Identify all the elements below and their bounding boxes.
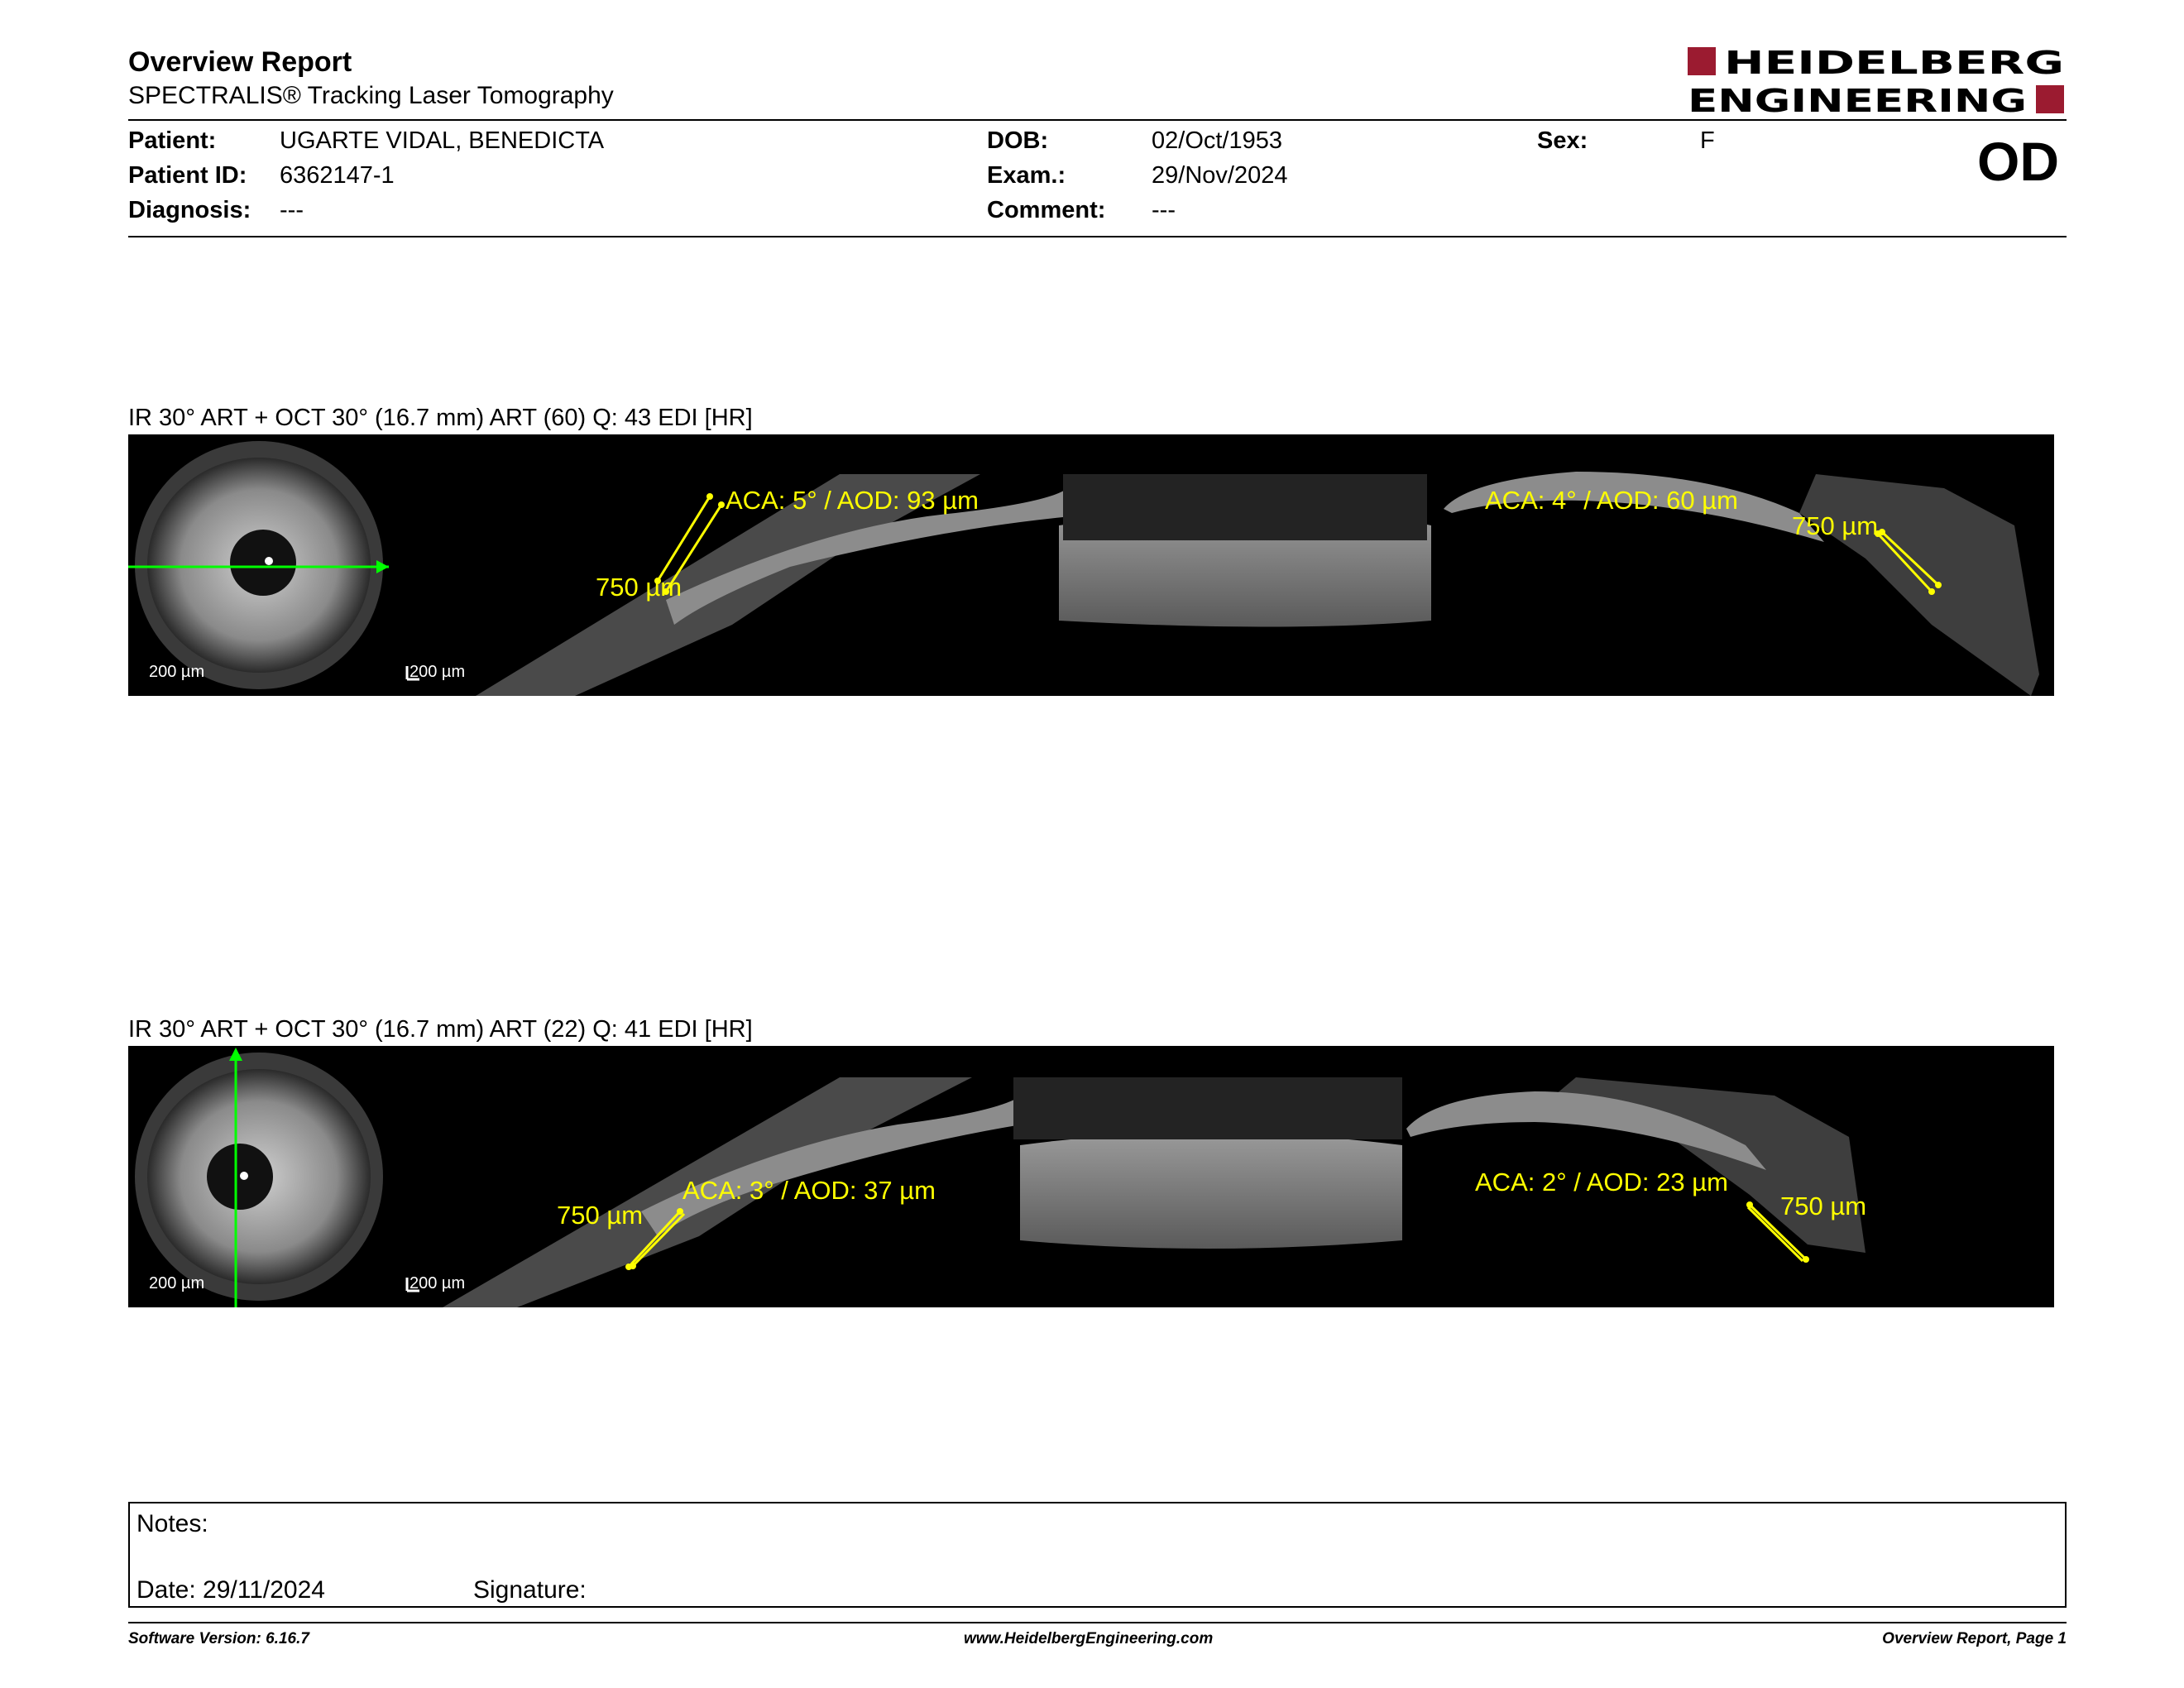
left-length: 750 µm [596, 573, 682, 602]
scan-2-image [128, 1046, 2054, 1307]
ir-scale-label: 200 µm [149, 663, 205, 681]
patient-id-label: Patient ID: [128, 162, 247, 189]
heidelberg-logo [1688, 46, 2064, 117]
diagnosis-label: Diagnosis: [128, 197, 251, 223]
right-aca-aod: ACA: 4° / AOD: 60 µm [1485, 486, 1738, 515]
notes-box [128, 1502, 2067, 1608]
ir-eye-image [135, 441, 383, 689]
date-label: Date: 29/11/2024 [136, 1576, 325, 1604]
left-aca-aod: ACA: 5° / AOD: 93 µm [726, 486, 979, 515]
patient-label: Patient: [128, 127, 217, 154]
exam-label: Exam.: [987, 162, 1066, 189]
page-number: Overview Report, Page 1 [1882, 1630, 2067, 1647]
comment-label: Comment: [987, 197, 1106, 223]
patient-divider [128, 236, 2067, 237]
scan-1-image [128, 434, 2054, 696]
ir-eye-image [135, 1053, 383, 1301]
exam-value: 29/Nov/2024 [1152, 162, 1288, 189]
footer-divider [128, 1622, 2067, 1623]
patient-id: 6362147-1 [280, 162, 395, 189]
left-aca-aod: ACA: 3° / AOD: 37 µm [682, 1176, 936, 1205]
report-title: Overview Report [128, 46, 352, 78]
report-subtitle: SPECTRALIS® Tracking Laser Tomography [128, 82, 614, 109]
notes-label: Notes: [136, 1510, 208, 1537]
oct-scale-label: 200 µm [410, 1274, 466, 1292]
patient-name: UGARTE VIDAL, BENEDICTA [280, 127, 605, 154]
left-length: 750 µm [557, 1201, 644, 1230]
oct-bscan [476, 472, 2039, 696]
software-version: Software Version: 6.16.7 [128, 1630, 309, 1647]
right-length: 750 µm [1792, 511, 1879, 540]
oct-scale-label: 200 µm [410, 663, 466, 681]
scan-2-title: IR 30° ART + OCT 30° (16.7 mm) ART (22) Q: 41 EDI [HR] [128, 1016, 753, 1043]
logo-square-top [1688, 47, 1716, 75]
scan-2-panel [128, 1046, 2054, 1307]
right-aca-aod: ACA: 2° / AOD: 23 µm [1475, 1168, 1728, 1196]
dob-label: DOB: [987, 127, 1049, 154]
comment-value: --- [1152, 197, 1176, 223]
sex-value: F [1700, 127, 1715, 154]
website-link[interactable]: www.HeidelbergEngineering.com [964, 1630, 1214, 1647]
header-divider [128, 119, 2067, 121]
logo-line-1: HEIDELBERG [1724, 46, 2064, 81]
eye-laterality: OD [1977, 131, 2059, 192]
diagnosis-value: --- [280, 197, 304, 223]
logo-line-2: ENGINEERING [1688, 83, 2027, 117]
right-length: 750 µm [1780, 1192, 1867, 1220]
ir-scale-label: 200 µm [149, 1274, 205, 1292]
scan-1-panel [128, 434, 2054, 696]
dob-value: 02/Oct/1953 [1152, 127, 1282, 154]
sex-label: Sex: [1537, 127, 1588, 154]
scan-1-title: IR 30° ART + OCT 30° (16.7 mm) ART (60) Q: 43 EDI [HR] [128, 405, 753, 431]
logo-square-bottom [2036, 85, 2064, 113]
signature-label: Signature: [473, 1576, 587, 1604]
